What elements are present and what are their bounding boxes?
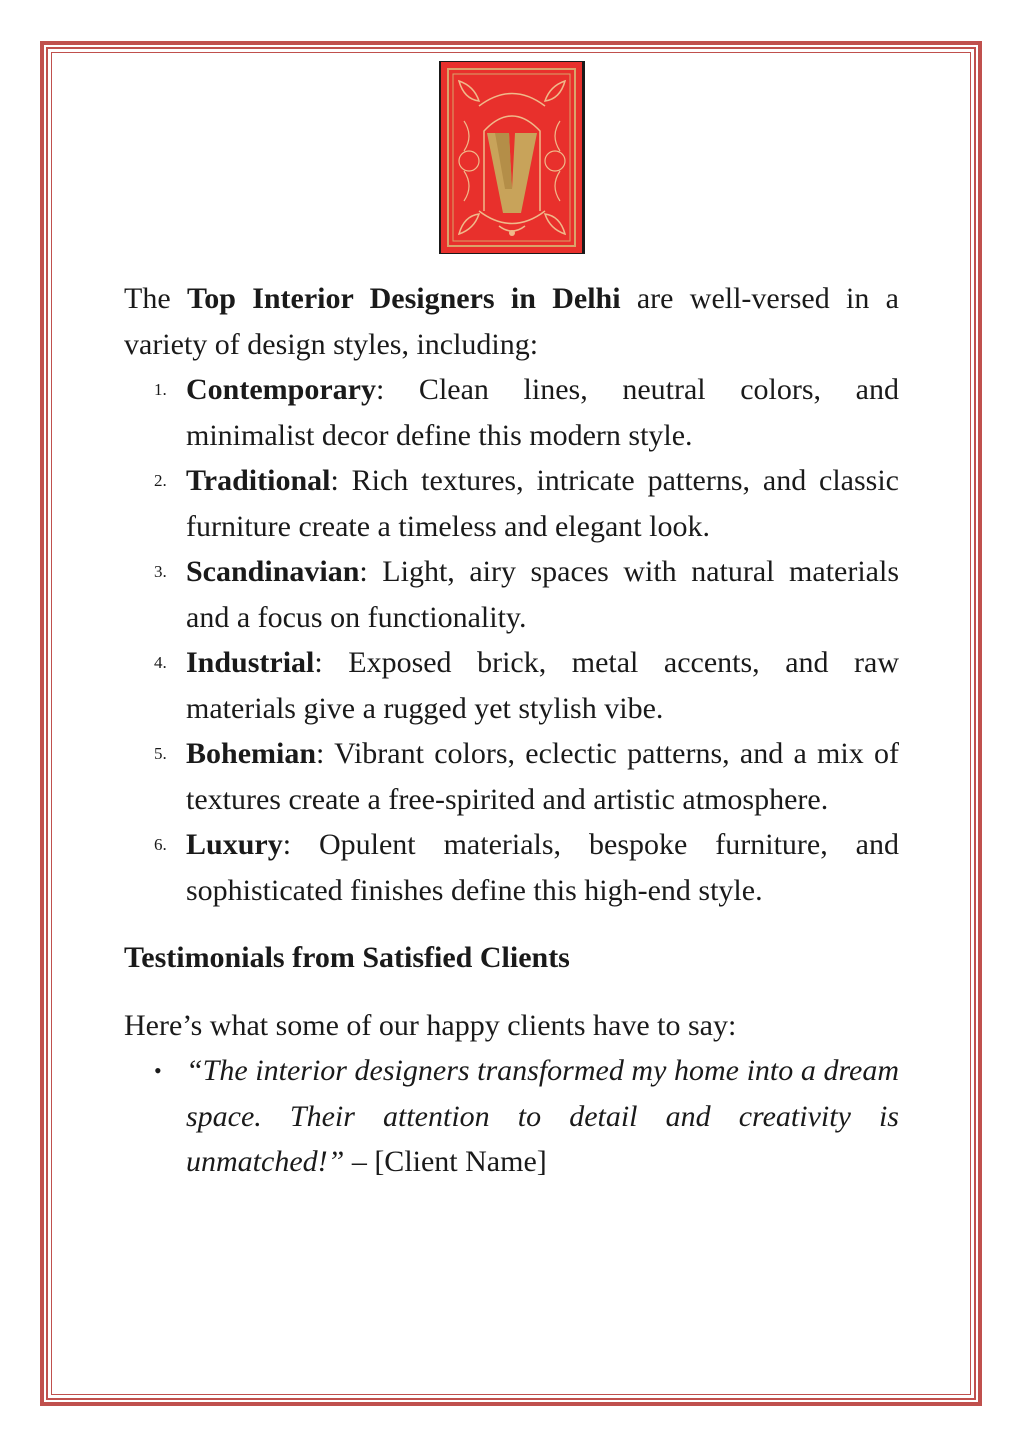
- testimonial-quote: “The interior designers transformed my home into a dream space. Their attention to detail and creativity is unmatched!”: [186, 1054, 899, 1178]
- list-item: [124, 367, 899, 458]
- list-item: [124, 640, 899, 731]
- style-description: : Clean lines, neutral colors, and minimalist decor define this modern style.: [186, 373, 899, 452]
- testimonial-attribution: – [Client Name]: [344, 1145, 547, 1178]
- list-item: [124, 822, 899, 913]
- style-name: Industrial: [186, 646, 315, 679]
- list-item: [124, 458, 899, 549]
- list-item: [124, 549, 899, 640]
- list-number: 4.: [154, 653, 167, 672]
- list-number: 1.: [154, 380, 167, 399]
- style-name: Luxury: [186, 828, 283, 861]
- list-number: 5.: [154, 744, 167, 763]
- list-number: 3.: [154, 562, 167, 581]
- testimonials-list: [124, 1048, 899, 1185]
- ornate-v-logo-icon: [439, 61, 585, 254]
- list-item: [124, 731, 899, 822]
- style-name: Bohemian: [186, 737, 317, 770]
- style-description: : Light, airy spaces with natural materials and a focus on functionality.: [186, 555, 899, 634]
- style-description: : Rich textures, intricate patterns, and classic furniture create a timeless and elegant look.: [186, 464, 899, 543]
- intro-paragraph: [124, 276, 899, 367]
- bullet-icon: •: [154, 1058, 162, 1083]
- testimonial-item: [124, 1048, 899, 1185]
- style-description: : Exposed brick, metal accents, and raw materials give a rugged yet stylish vibe.: [186, 646, 899, 725]
- testimonials-intro: Here’s what some of our happy clients have to say:: [124, 1008, 737, 1042]
- list-number: 2.: [154, 471, 167, 490]
- style-description: : Vibrant colors, eclectic patterns, and a mix of textures create a free-spirited and artistic atmosphere.: [186, 737, 899, 816]
- testimonials-heading: Testimonials from Satisfied Clients: [124, 941, 570, 974]
- intro-suffix: are well-versed in a variety of design styles, including:: [124, 282, 899, 361]
- intro-highlight: Top Interior Designers in Delhi: [186, 282, 621, 315]
- list-number: 6.: [154, 835, 167, 854]
- style-description: : Opulent materials, bespoke furniture, and sophisticated finishes define this high-end style.: [186, 828, 899, 907]
- style-name: Contemporary: [186, 373, 376, 406]
- style-name: Scandinavian: [186, 555, 360, 588]
- main-content: [124, 276, 899, 1185]
- design-styles-list: [124, 367, 899, 913]
- intro-prefix: The: [124, 282, 187, 315]
- style-name: Traditional: [186, 464, 331, 497]
